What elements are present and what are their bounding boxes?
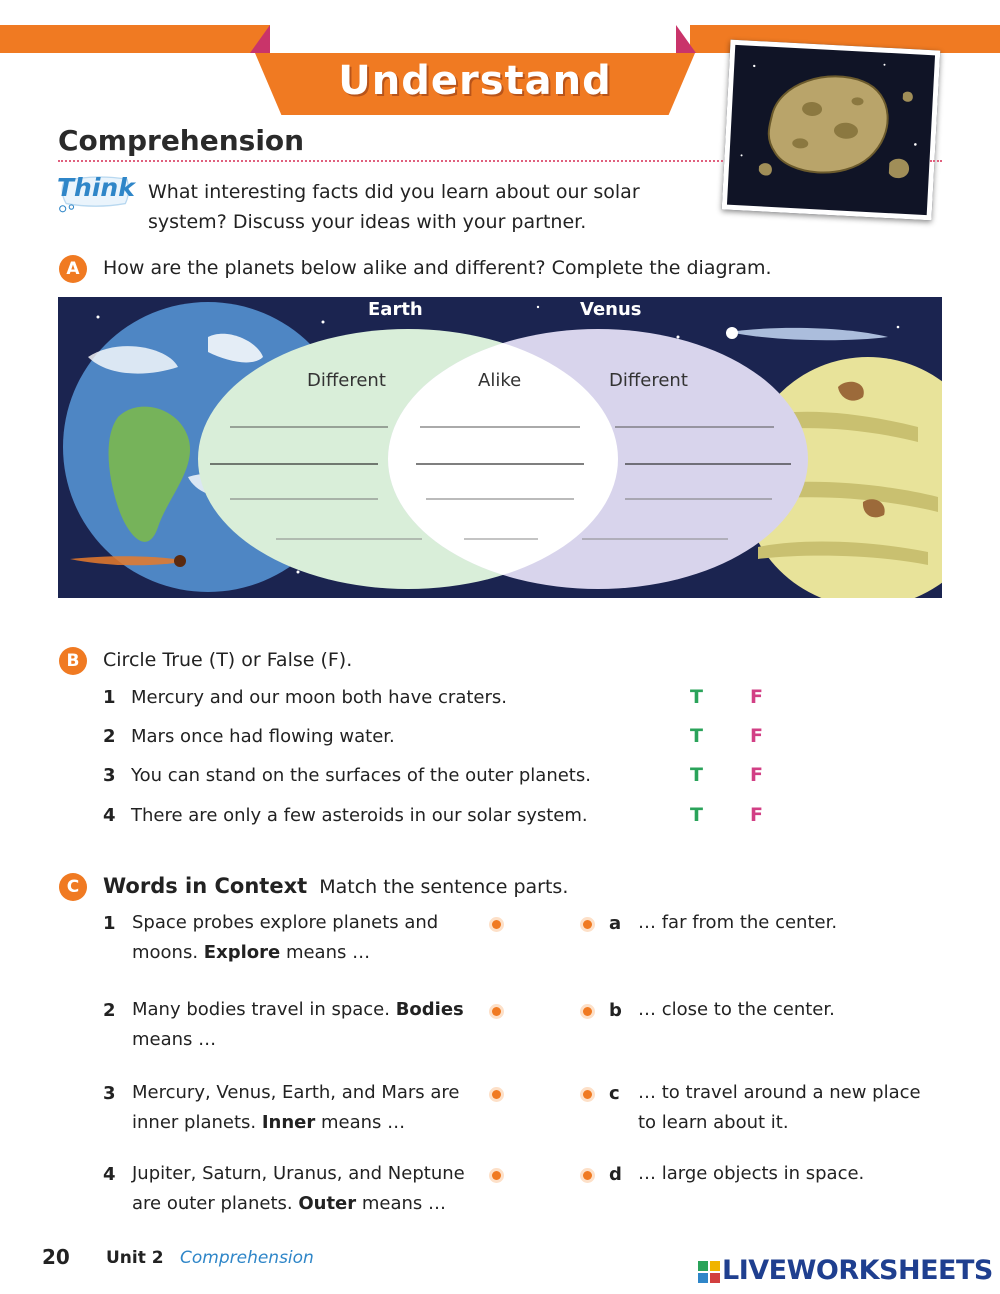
words-in-context-title: Words in Context [103,874,308,898]
tf-item-number: 1 [103,687,116,708]
footer-unit: Unit 2 [106,1248,164,1268]
tf-true-option[interactable]: T [690,764,703,786]
liveworksheets-brand[interactable]: LIVEWORKSHEETS [722,1255,993,1286]
tf-item-text: You can stand on the surfaces of the outer planets. [131,765,591,786]
venn-alike-label: Alike [478,370,522,391]
tf-false-option[interactable]: F [750,686,763,708]
banner-fold-right [676,25,696,53]
match-answer-letter: d [609,1164,622,1185]
match-answer-letter: b [609,1000,622,1021]
liveworksheets-logo-icon [698,1261,720,1283]
match-answer-text: … far from the center. [638,912,838,933]
page-title: Understand [338,58,612,104]
section-a-instruction: How are the planets below alike and different? Complete the diagram. [103,257,772,279]
match-item-text: Mercury, Venus, Earth, and Mars are inner planets. Inner means … [132,1082,460,1133]
match-answer-letter: a [609,913,622,934]
page-number: 20 [42,1245,70,1269]
match-item-text: Space probes explore planets and moons. Explore means … [132,912,439,963]
section-a-badge: A [59,255,87,283]
match-item-text: Jupiter, Saturn, Uranus, and Neptune are outer planets. Outer means … [132,1163,465,1214]
match-answer-text: … to travel around a new place to learn about it. [638,1082,921,1133]
match-left-dot[interactable] [492,1171,501,1180]
earth-label: Earth [368,299,423,320]
section-b-instruction: Circle True (T) or False (F). [103,649,353,671]
match-item-text: Many bodies travel in space. Bodies means … [132,999,464,1050]
section-b-badge: B [59,647,87,675]
section-title: Comprehension [58,124,305,157]
header-stripe-left [0,25,270,53]
match-left-dot[interactable] [492,920,501,929]
tf-item [103,805,588,826]
match-left-dot[interactable] [492,1007,501,1016]
think-question-line1: What interesting facts did you learn about our solar [148,181,640,203]
tf-false-option[interactable]: F [750,764,763,786]
match-answer-letter: c [609,1083,620,1104]
tf-true-option[interactable]: T [690,725,703,747]
venn-different-right-label: Different [609,370,688,391]
tf-item [103,687,507,708]
tf-item [103,726,395,747]
match-right-dot[interactable] [583,920,592,929]
think-label: Think [57,173,135,202]
footer-section: Comprehension [180,1248,314,1268]
tf-item-text: Mercury and our moon both have craters. [131,687,507,708]
match-answer-text: … large objects in space. [638,1163,865,1184]
tf-item-number: 3 [103,765,116,786]
venn-different-left-label: Different [307,370,386,391]
match-item-number: 3 [103,1083,116,1104]
title-divider-end [930,160,942,162]
tf-true-option[interactable]: T [690,804,703,826]
title-divider [58,160,723,162]
venn-diagram [58,297,942,598]
match-right-dot[interactable] [583,1090,592,1099]
section-c-heading [103,874,568,898]
venus-label: Venus [580,299,642,320]
tf-false-option[interactable]: F [750,725,763,747]
match-right-dot[interactable] [583,1171,592,1180]
section-c-instruction: Match the sentence parts. [319,876,569,898]
match-answer-text: … close to the center. [638,999,835,1020]
think-question [148,177,708,237]
tf-false-option[interactable]: F [750,804,763,826]
think-question-line2: system? Discuss your ideas with your partner. [148,211,587,233]
match-left-dot[interactable] [492,1090,501,1099]
venn-scene-art [58,297,942,598]
banner-fold-left [250,25,270,53]
match-item-number: 2 [103,1000,116,1021]
match-item-number: 1 [103,913,116,934]
tf-item-text: There are only a few asteroids in our solar system. [131,805,588,826]
section-c-badge: C [59,873,87,901]
match-item-number: 4 [103,1164,116,1185]
match-right-dot[interactable] [583,1007,592,1016]
tf-item [103,765,591,786]
asteroid-photo [722,40,941,221]
tf-item-number: 4 [103,805,116,826]
tf-true-option[interactable]: T [690,686,703,708]
tf-item-text: Mars once had flowing water. [131,726,395,747]
tf-item-number: 2 [103,726,116,747]
